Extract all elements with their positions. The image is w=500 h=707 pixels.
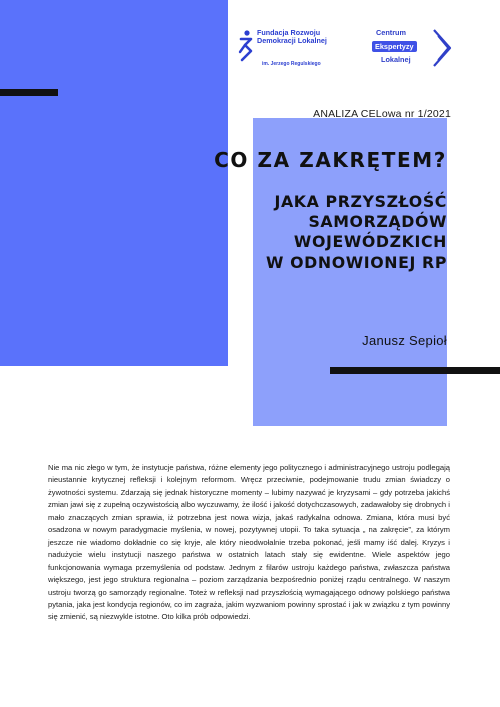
issue-label: ANALIZA CELowa nr 1/2021 [313,108,451,120]
foundation-subname: im. Jerzego Regulskiego [262,61,321,67]
person-figure-icon [238,30,254,62]
author-name: Janusz Sepioł [362,333,447,348]
blue-block-left [0,0,228,366]
subtitle-line: WOJEWÓDZKICH [293,232,447,252]
chevron-arrow-icon [432,28,454,68]
center-logo-line3: Lokalnej [381,55,411,64]
black-bar-top [0,89,58,96]
abstract-paragraph: Nie ma nic złego w tym, że instytucje państwa, różne elementy jego politycznego i administracyjnego ustroju podlegają nieustannie krytycznej refleksji i kolejnym reformom. Wręcz przeciwnie, podejmowanie trudu zmian świadczy o żywotności systemu. Zdarzają się jednak historyczne momenty – lubimy nazywać je kryzysami – gdy potrzeba jakichś zmian jawi się z zupełną oczywistością albo wyczuwamy, że ilość i jakość dotychczasowych, zadawałoby się drobnych i mało znaczących zmian sprawia, iż potrzebna jest nowa wizja, jakaś radykalna odnowa. Zmiana, która musi być osadzona w nowym paradygmacie myślenia, w nowej, pozytywnej utopii. To taka sytuacja „ na zakręcie”, za którym jeszcze nie wiadomo dokładnie co się kryje, ale który nieodwołalnie trzeba pokonać, jeśli mamy iść dalej. Kryzys i nadużycie wielu instytucji naszego państwa w ostatnich latach stały się ewidentne. Wiele aspektów jego funkcjonowania wymaga przemyślenia od podstaw. Jednym z filarów ustroju każdego państwa, zwłaszcza państwa większego, jest jego struktura regionalna – poziom zarządzania bezpośrednio poniżej rządu centralnego. W naszym ustroju tworzą go samorządy regionalne. Toteż w refleksji nad przyszłością wymagającego odnowy polskiego państwa pytania, jaka jest kondycja regionów, co im zagraża, jakim wyzwaniom powinny sprostać i jak w związku z tym powinny się zmienić, są niezwykle istotne. Oto kilka prób odpowiedzi. [48,463,450,622]
subtitle-line: W ODNOWIONEJ RP [266,252,447,272]
subtitle [170,192,447,273]
center-logo [372,24,456,72]
foundation-name: Fundacja Rozwoju Demokracji Lokalnej [257,28,327,46]
black-bar-middle [330,367,500,374]
subtitle-line: JAKA PRZYSZŁOŚĆ [274,192,447,211]
center-logo-line1: Centrum [376,28,406,37]
page-title: CO ZA ZAKRĘTEM? [214,148,447,172]
foundation-logo [238,27,348,73]
subtitle-line: SAMORZĄDÓW [308,212,447,232]
center-logo-line2: Ekspertyzy [372,41,417,52]
